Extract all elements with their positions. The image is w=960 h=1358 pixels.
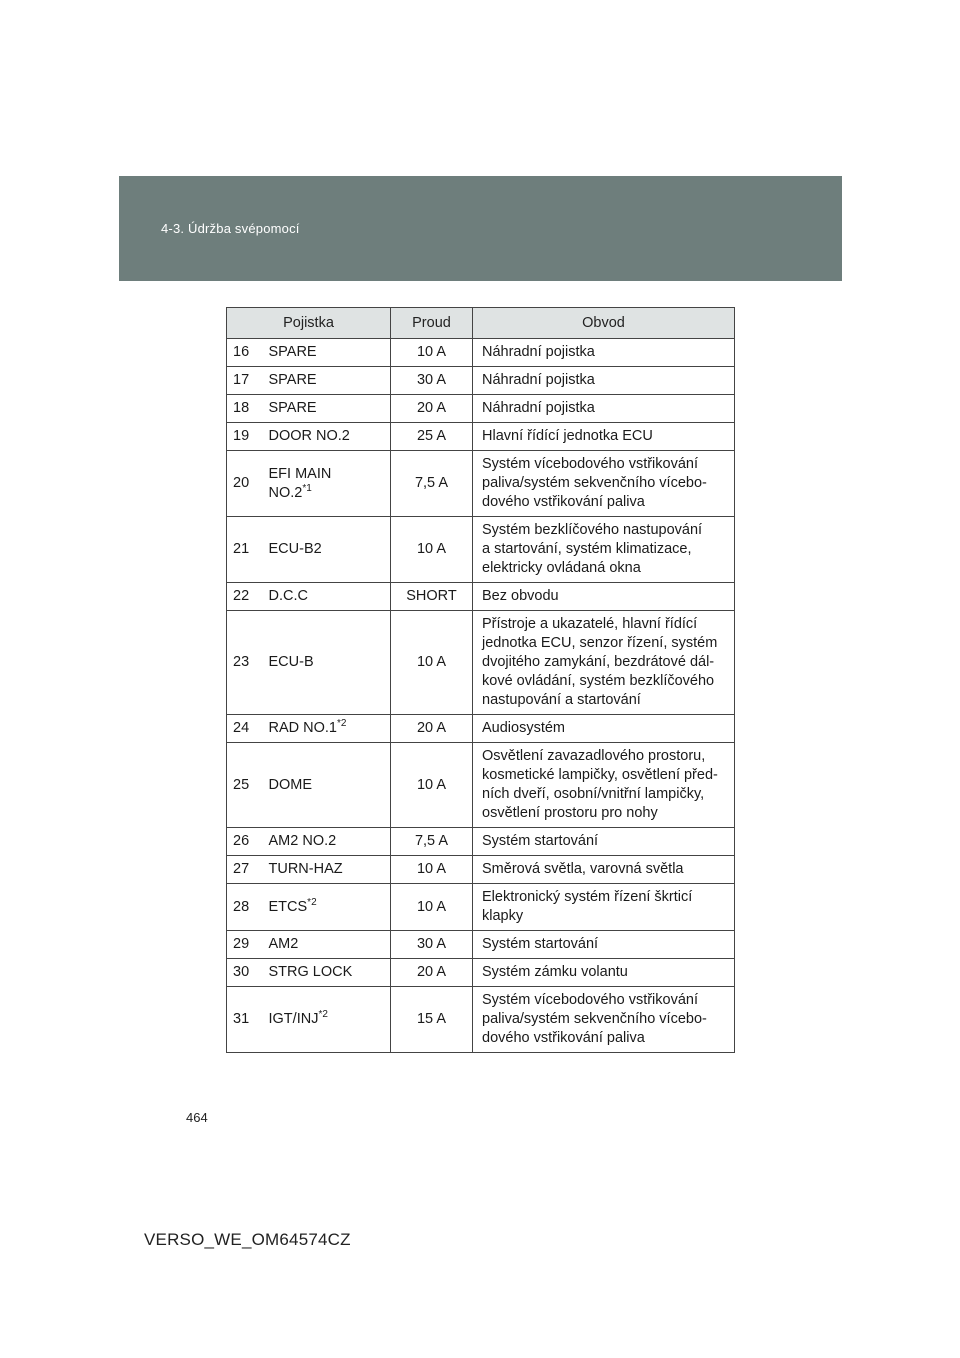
table-row bbox=[227, 583, 735, 611]
fuse-current-cell-text: 25 A bbox=[416, 428, 447, 444]
fuse-current-cell bbox=[391, 611, 473, 715]
fuse-circuit-cell-text: Náhradní pojistka bbox=[482, 344, 595, 360]
fuse-number-cell bbox=[227, 611, 261, 715]
fuse-name-cell-text: DOME bbox=[268, 776, 312, 793]
fuse-circuit-cell bbox=[473, 517, 735, 583]
fuse-current-cell-text: 10 A bbox=[416, 776, 447, 793]
fuse-number-cell-text: 16 bbox=[233, 344, 250, 360]
fuse-number-cell bbox=[227, 395, 261, 423]
fuse-circuit-cell-text: Systém vícebodového vstřikování paliva/systém sekvenčního vícebo- dového vstřikování paliva bbox=[482, 456, 707, 510]
column-header-circuit: Obvod bbox=[473, 308, 735, 339]
fuse-number-cell bbox=[227, 828, 261, 856]
fuse-number-cell bbox=[227, 856, 261, 884]
fuse-circuit-cell bbox=[473, 884, 735, 931]
fuse-number-cell bbox=[227, 884, 261, 931]
fuse-circuit-cell bbox=[473, 828, 735, 856]
fuse-name-cell bbox=[261, 339, 391, 367]
fuse-name-cell-text: TURN-HAZ bbox=[268, 861, 343, 877]
fuse-number-cell bbox=[227, 987, 261, 1053]
footnote-marker: *2 bbox=[307, 896, 317, 908]
fuse-number-cell bbox=[227, 959, 261, 987]
fuse-name-cell-text: DOOR NO.2 bbox=[268, 428, 350, 444]
fuse-current-cell-text: 30 A bbox=[416, 372, 447, 388]
fuse-number-cell-text: 17 bbox=[233, 372, 250, 388]
fuse-name-cell bbox=[261, 931, 391, 959]
fuse-circuit-cell-text: Náhradní pojistka bbox=[482, 400, 595, 416]
fuse-name-cell bbox=[261, 517, 391, 583]
fuse-number-cell-text: 30 bbox=[233, 964, 250, 980]
fuse-number-cell-text: 22 bbox=[233, 588, 250, 604]
fuse-name-cell bbox=[261, 743, 391, 828]
fuse-current-cell bbox=[391, 715, 473, 743]
fuse-number-cell-text: 23 bbox=[233, 654, 250, 670]
fuse-current-cell bbox=[391, 856, 473, 884]
fuse-name-cell bbox=[261, 715, 391, 743]
fuse-number-cell-text: 19 bbox=[233, 428, 250, 444]
fuse-number-cell-text: 20 bbox=[233, 475, 250, 491]
fuse-name-cell-text: ETCS bbox=[268, 898, 308, 915]
fuse-number-cell bbox=[227, 339, 261, 367]
fuse-current-cell-text: SHORT bbox=[406, 588, 457, 604]
section-header-band bbox=[119, 176, 842, 281]
fuse-name-cell bbox=[261, 583, 391, 611]
fuse-name-cell-text: RAD NO.1 bbox=[268, 720, 337, 736]
fuse-name-cell-text: STRG LOCK bbox=[268, 964, 353, 980]
fuse-current-cell bbox=[391, 931, 473, 959]
table-row bbox=[227, 987, 735, 1053]
fuse-name-cell-text: SPARE bbox=[268, 344, 317, 360]
fuse-circuit-cell-text: Audiosystém bbox=[482, 720, 566, 736]
fuse-current-cell bbox=[391, 451, 473, 517]
fuse-circuit-cell-text: Přístroje a ukazatelé, hlavní řídící jednotka ECU, senzor řízení, systém dvojitého zamykání, bezdrátové dál- kové ovládání, systém bezklíčového nastupování a startování bbox=[482, 616, 718, 708]
table-row bbox=[227, 743, 735, 828]
column-header-current: Proud bbox=[391, 308, 473, 339]
fuse-number-cell bbox=[227, 367, 261, 395]
fuse-name-cell bbox=[261, 856, 391, 884]
fuse-circuit-cell bbox=[473, 611, 735, 715]
fuse-current-cell-text: 10 A bbox=[416, 654, 447, 670]
table-row bbox=[227, 959, 735, 987]
fuse-name-cell-text: ECU-B2 bbox=[268, 541, 322, 557]
footnote-marker: *2 bbox=[318, 1009, 328, 1021]
fuse-current-cell-text: 30 A bbox=[416, 936, 447, 952]
fuse-current-cell bbox=[391, 517, 473, 583]
table-row bbox=[227, 611, 735, 715]
fuse-circuit-cell-text: Systém bezklíčového nastupování a startování, systém klimatizace, elektricky ovládaná okna bbox=[482, 522, 703, 576]
fuse-circuit-cell-text: Náhradní pojistka bbox=[482, 372, 595, 388]
fuse-current-cell bbox=[391, 959, 473, 987]
fuse-circuit-cell bbox=[473, 367, 735, 395]
fuse-current-cell-text: 10 A bbox=[416, 861, 447, 877]
page-number: 464 bbox=[186, 1110, 208, 1125]
fuse-circuit-cell bbox=[473, 451, 735, 517]
table-header-row bbox=[227, 308, 735, 339]
table-row bbox=[227, 856, 735, 884]
fuse-circuit-cell-text: Bez obvodu bbox=[482, 588, 559, 604]
fuse-number-cell-text: 28 bbox=[233, 898, 250, 915]
fuse-number-cell bbox=[227, 931, 261, 959]
fuse-name-cell bbox=[261, 367, 391, 395]
fuse-circuit-cell-text: Systém vícebodového vstřikování paliva/systém sekvenčního vícebo- dového vstřikování paliva bbox=[482, 992, 707, 1046]
fuse-number-cell-text: 31 bbox=[233, 1011, 250, 1027]
fuse-number-cell-text: 25 bbox=[233, 776, 250, 793]
fuse-number-cell-text: 21 bbox=[233, 541, 250, 557]
fuse-current-cell-text: 20 A bbox=[416, 720, 447, 736]
table-row bbox=[227, 423, 735, 451]
fuse-circuit-cell bbox=[473, 339, 735, 367]
fuse-circuit-cell-text: Hlavní řídící jednotka ECU bbox=[482, 428, 653, 444]
fuse-number-cell-text: 27 bbox=[233, 861, 250, 877]
table-row bbox=[227, 395, 735, 423]
fuse-circuit-cell bbox=[473, 743, 735, 828]
fuse-circuit-cell-text: Systém startování bbox=[482, 936, 599, 952]
fuse-number-cell bbox=[227, 743, 261, 828]
fuse-circuit-cell bbox=[473, 715, 735, 743]
fuse-number-cell-text: 18 bbox=[233, 400, 250, 416]
document-code: VERSO_WE_OM64574CZ bbox=[144, 1230, 351, 1249]
fuse-current-cell bbox=[391, 828, 473, 856]
fuse-number-cell-text: 29 bbox=[233, 936, 250, 952]
fuse-number-cell bbox=[227, 715, 261, 743]
column-header-fuse: Pojistka bbox=[227, 308, 391, 339]
fuse-current-cell bbox=[391, 395, 473, 423]
fuse-circuit-cell bbox=[473, 423, 735, 451]
fuse-name-cell bbox=[261, 987, 391, 1053]
fuse-circuit-cell-text: Osvětlení zavazadlového prostoru, kosmetické lampičky, osvětlení před- ních dveří, osobní/vnitřní lampičky, osvětlení prostoru pro nohy bbox=[482, 748, 718, 821]
fuse-name-cell bbox=[261, 451, 391, 517]
fuse-name-cell-text: AM2 NO.2 bbox=[268, 833, 337, 849]
fuse-circuit-cell bbox=[473, 583, 735, 611]
section-title: 4-3. Údržba svépomocí bbox=[161, 221, 300, 236]
fuse-current-cell-text: 7,5 A bbox=[414, 833, 449, 849]
fuse-name-cell bbox=[261, 395, 391, 423]
table-row bbox=[227, 517, 735, 583]
fuse-current-cell-text: 10 A bbox=[416, 344, 447, 360]
fuse-name-cell-text: ECU-B bbox=[268, 654, 314, 670]
fuse-number-cell-text: 24 bbox=[233, 720, 250, 736]
fuse-circuit-cell bbox=[473, 959, 735, 987]
table-row bbox=[227, 451, 735, 517]
fuse-name-cell bbox=[261, 423, 391, 451]
fuse-current-cell-text: 20 A bbox=[416, 400, 447, 416]
fuse-name-cell-text: D.C.C bbox=[268, 588, 308, 604]
fuse-name-cell bbox=[261, 611, 391, 715]
table-row bbox=[227, 367, 735, 395]
table-row bbox=[227, 828, 735, 856]
footnote-marker: *1 bbox=[302, 482, 312, 494]
fuse-table bbox=[226, 307, 735, 1053]
table-row bbox=[227, 884, 735, 931]
fuse-current-cell bbox=[391, 884, 473, 931]
fuse-name-cell bbox=[261, 884, 391, 931]
fuse-number-cell bbox=[227, 583, 261, 611]
fuse-circuit-cell bbox=[473, 856, 735, 884]
fuse-current-cell-text: 20 A bbox=[416, 964, 447, 980]
fuse-name-cell-text: SPARE bbox=[268, 400, 317, 416]
fuse-name-cell-text: SPARE bbox=[268, 372, 317, 388]
fuse-circuit-cell bbox=[473, 987, 735, 1053]
fuse-circuit-cell bbox=[473, 931, 735, 959]
table-row bbox=[227, 931, 735, 959]
fuse-number-cell bbox=[227, 423, 261, 451]
fuse-current-cell bbox=[391, 367, 473, 395]
fuse-circuit-cell-text: Elektronický systém řízení škrticí klapky bbox=[482, 889, 693, 924]
fuse-circuit-cell-text: Systém zámku volantu bbox=[482, 964, 628, 980]
fuse-circuit-cell bbox=[473, 395, 735, 423]
fuse-name-cell-text: EFI MAIN NO.2 bbox=[268, 465, 332, 501]
fuse-number-cell-text: 26 bbox=[233, 833, 250, 849]
fuse-number-cell bbox=[227, 517, 261, 583]
fuse-current-cell-text: 10 A bbox=[416, 898, 447, 915]
fuse-current-cell bbox=[391, 583, 473, 611]
fuse-current-cell bbox=[391, 743, 473, 828]
fuse-name-cell-text: IGT/INJ bbox=[268, 1011, 319, 1027]
fuse-current-cell bbox=[391, 339, 473, 367]
footnote-marker: *2 bbox=[337, 718, 347, 730]
fuse-name-cell-text: AM2 bbox=[268, 936, 299, 952]
fuse-current-cell-text: 10 A bbox=[416, 541, 447, 557]
fuse-current-cell-text: 7,5 A bbox=[414, 475, 449, 491]
fuse-circuit-cell-text: Systém startování bbox=[482, 833, 599, 849]
fuse-current-cell bbox=[391, 987, 473, 1053]
fuse-name-cell bbox=[261, 828, 391, 856]
fuse-circuit-cell-text: Směrová světla, varovná světla bbox=[482, 861, 684, 877]
fuse-current-cell bbox=[391, 423, 473, 451]
fuse-number-cell bbox=[227, 451, 261, 517]
fuse-current-cell-text: 15 A bbox=[416, 1011, 447, 1027]
table-row bbox=[227, 339, 735, 367]
table-row bbox=[227, 715, 735, 743]
fuse-name-cell bbox=[261, 959, 391, 987]
